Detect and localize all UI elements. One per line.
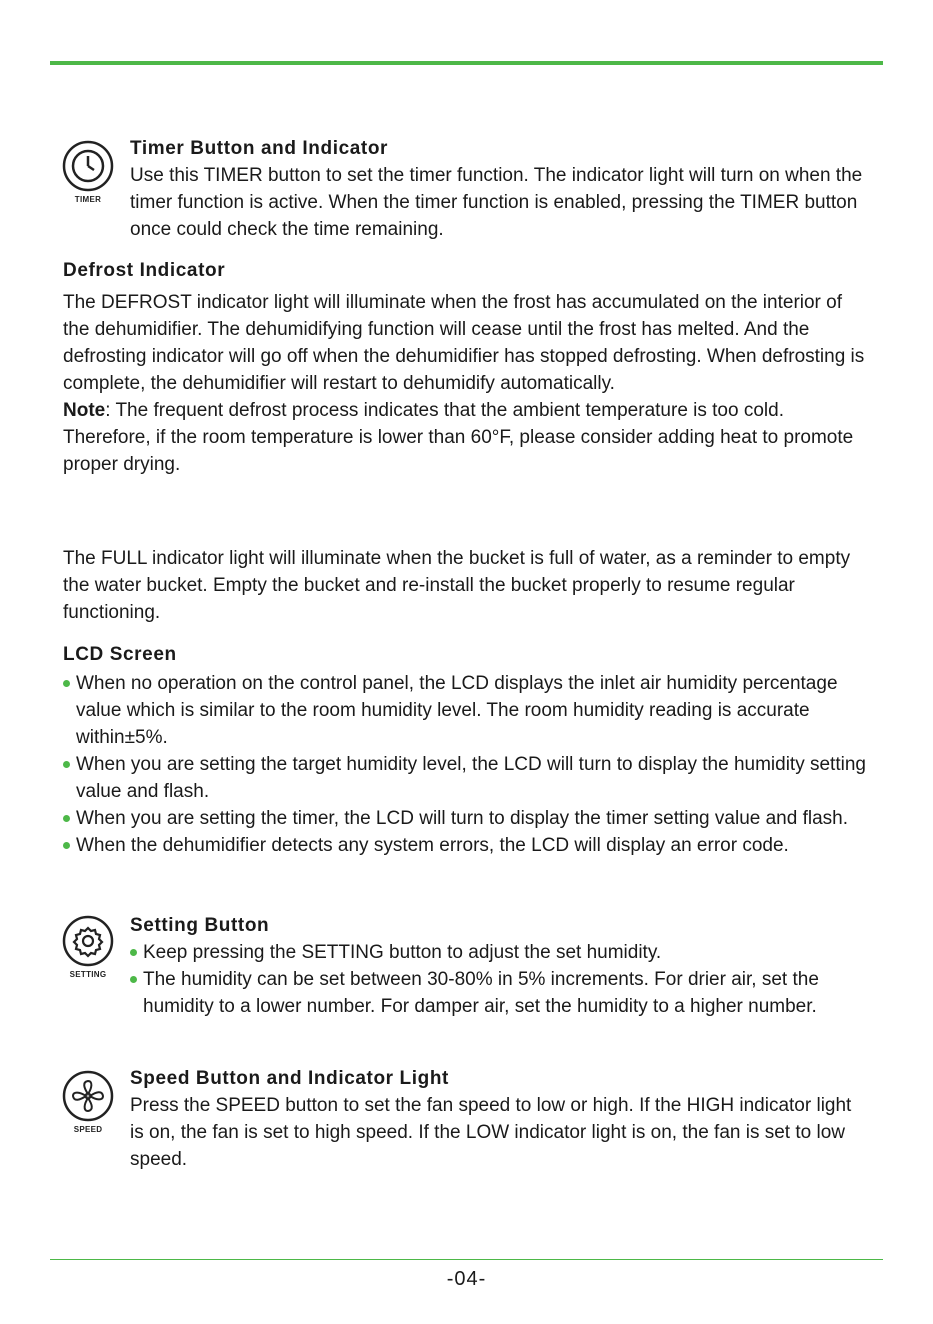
footer-rule xyxy=(50,1259,883,1260)
gear-icon xyxy=(62,915,114,967)
note-label: Note xyxy=(63,400,106,421)
lcd-title: LCD Screen xyxy=(63,644,177,665)
setting-button-icon-block xyxy=(58,915,118,979)
speed-section xyxy=(130,1065,870,1173)
list-item: Keep pressing the SETTING button to adjust the set humidity. xyxy=(130,939,870,966)
list-item: The humidity can be set between 30-80% in 5% increments. For drier air, set the humidity to a lower number. For damper air, set the humidity to a higher number. xyxy=(130,966,870,1020)
list-item: When no operation on the control panel, the LCD displays the inlet air humidity percentage value which is similar to the room humidity level. The room humidity reading is accurate within±5%. xyxy=(63,670,883,751)
timer-button-icon-block xyxy=(58,140,118,204)
full-section xyxy=(63,545,873,626)
defrost-body: The DEFROST indicator light will illuminate when the frost has accumulated on the interior of the dehumidifier. The dehumidifying function will cease until the frost has melted. And the defrosting indicator will go off when the dehumidifier has stopped defrosting. When defrosting is complete, the dehumidifier will restart to dehumidify automatically. xyxy=(63,292,865,394)
defrost-section xyxy=(63,257,868,478)
full-body: The FULL indicator light will illuminate when the bucket is full of water, as a reminder to empty the water bucket. Empty the bucket and re-install the bucket properly to resume regular functioning. xyxy=(63,548,851,623)
page-number: -04- xyxy=(446,1268,487,1290)
timer-body: Use this TIMER button to set the timer function. The indicator light will turn on when the timer function is active. When the timer function is enabled, pressing the TIMER button once could check the time remaining. xyxy=(130,165,863,240)
setting-section xyxy=(130,912,870,1020)
setting-title: Setting Button xyxy=(130,915,270,936)
bullet-dot-icon xyxy=(130,949,137,956)
setting-icon-caption: SETTING xyxy=(69,970,107,979)
header-rule xyxy=(50,61,883,65)
bullet-dot-icon xyxy=(63,815,70,822)
defrost-title: Defrost Indicator xyxy=(63,260,226,281)
note-text: : The frequent defrost process indicates that the ambient temperature is too cold. Therefore, if the room temperature is lower than 60°F, please consider adding heat to promote proper drying. xyxy=(63,400,854,475)
speed-icon-caption: SPEED xyxy=(73,1125,103,1134)
timer-icon-caption: TIMER xyxy=(74,195,102,204)
setting-bullet-list xyxy=(130,939,870,1020)
bullet-dot-icon xyxy=(63,680,70,687)
bullet-dot-icon xyxy=(63,761,70,768)
list-item: When you are setting the timer, the LCD will turn to display the timer setting value and flash. xyxy=(63,805,883,832)
bullet-dot-icon xyxy=(130,976,137,983)
lcd-bullet-list xyxy=(63,670,883,859)
fan-icon xyxy=(62,1070,114,1122)
timer-icon xyxy=(62,140,114,192)
defrost-note xyxy=(63,397,868,478)
lcd-section xyxy=(63,641,883,859)
list-item: When you are setting the target humidity level, the LCD will turn to display the humidity setting value and flash. xyxy=(63,751,883,805)
timer-title: Timer Button and Indicator xyxy=(130,138,389,159)
bullet-dot-icon xyxy=(63,842,70,849)
speed-body: Press the SPEED button to set the fan speed to low or high. If the HIGH indicator light is on, the fan is set to high speed. If the LOW indicator light is on, the fan is set to low speed. xyxy=(130,1095,852,1170)
speed-button-icon-block xyxy=(58,1070,118,1134)
list-item: When the dehumidifier detects any system errors, the LCD will display an error code. xyxy=(63,832,883,859)
timer-section xyxy=(130,135,870,243)
speed-title: Speed Button and Indicator Light xyxy=(130,1068,449,1089)
